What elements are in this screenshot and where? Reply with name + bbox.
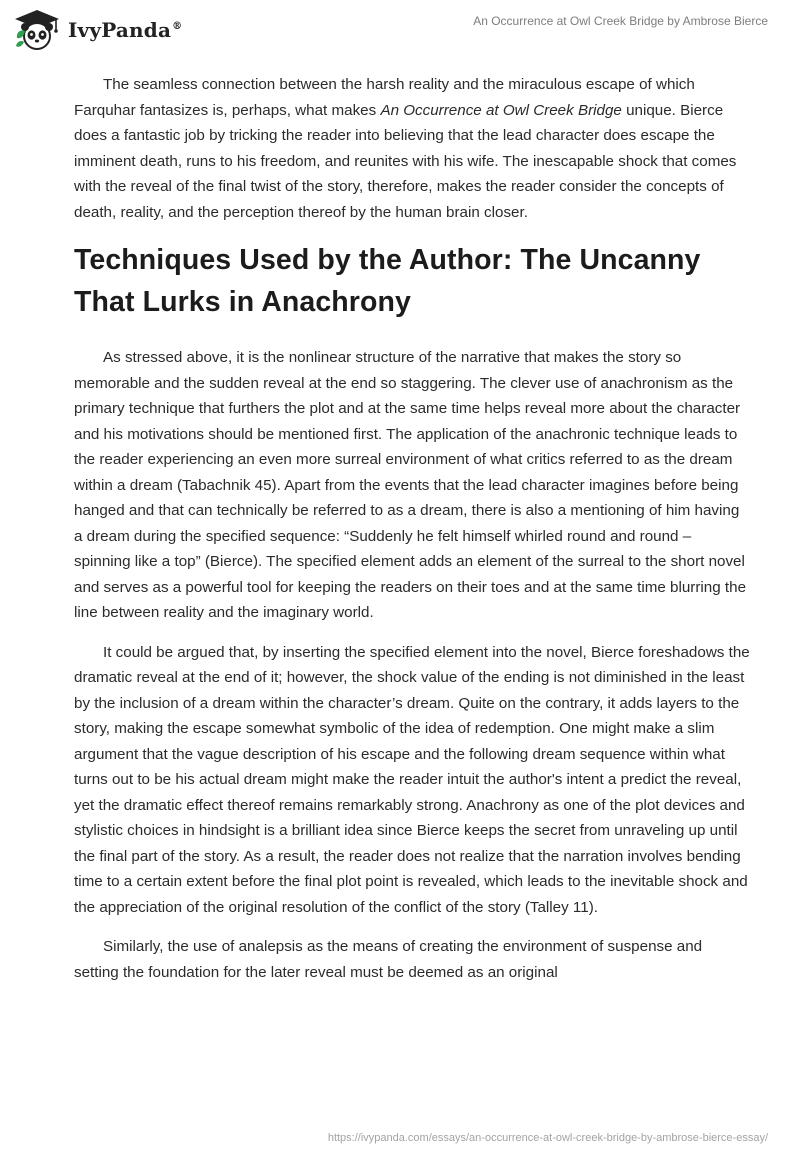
ivypanda-logo[interactable] <box>12 8 182 52</box>
paragraph-foreshadowing: It could be argued that, by inserting the specified element into the novel, Bierce foreshadows the dramatic reveal at the end of it; however, the shock value of the ending is not diminished in the least by the inclusion of a dream within the character’s dream. Quite on the contrary, it adds layers to the story, making the escape somewhat symbolic of the idea of redemption. One might make a slim argument that the vague description of his escape and the following dream sequence within what turns out to be his actual dream might make the reader intuit the author's intent a predict the reveal, yet the dramatic effect thereof remains remarkably strong. Anachrony as one of the plot devices and stylistic choices in hindsight is a brilliant idea since Bierce keeps the secret from unraveling up until the final part of the story. As a result, the reader does not realize that the narration involves bending time to a certain extent before the final plot point is revealed, which leads to the inevitable shock and the appreciation of the original resolution of the conflict of the story (Talley 11). <box>74 643 750 916</box>
registered-mark: ® <box>172 21 183 33</box>
paragraph-analepsis: Similarly, the use of analepsis as the means of creating the environment of suspense and setting the foundation for the later reveal must be deemed as an original <box>74 938 703 981</box>
source-url[interactable]: https://ivypanda.com/essays/an-occurrence-at-owl-creek-bridge-by-ambrose-bierce-essay/ <box>327 1132 768 1144</box>
page-header <box>0 0 800 60</box>
paragraph-anachronism: As stressed above, it is the nonlinear structure of the narrative that makes the story so memorable and the sudden reveal at the end so staggering. The clever use of anachronism as the primary technique that furthers the plot and at the same time helps reveal more about the character and his motivations should be mentioned first. The application of the anachronic technique leads to the reader experiencing an even more surreal environment of what critics referred to as the dream within a dream (Tabachnik 45). Apart from the events that the lead character imagines before being hanged and that can technically be referred to as a dream, there is also a mentioning of him having a dream during the specified sequence: “Suddenly he felt himself whirled round and round – spinning like a top” (Bierce). The specified element adds an element of the surreal to the short novel and serves as a powerful tool for keeping the readers on their toes and at the same time blurring the line between reality and the imaginary world. <box>74 349 747 621</box>
logo-wordmark <box>68 18 182 42</box>
story-title-italic: An Occurrence at Owl Creek Bridge <box>380 101 622 119</box>
paragraph-intro-text-a: The seamless connection between the harsh reality and the miraculous escape of which Farquhar fantasizes is, perhaps, what makes <box>74 76 695 119</box>
document-title: An Occurrence at Owl Creek Bridge by Ambrose Bierce <box>473 14 768 28</box>
logo-text: IvyPanda <box>68 18 172 42</box>
panda-graduate-icon <box>12 8 62 52</box>
section-heading: Techniques Used by the Author: The Uncanny That Lurks in Anachrony <box>74 244 701 318</box>
paragraph-intro <box>74 72 750 225</box>
essay-body <box>74 72 750 999</box>
paragraph-intro-text-b: unique. Bierce does a fantastic job by tricking the reader into believing that the lead character does escape the imminent death, runs to his freedom, and reunites with his wife. The inescapable shock that comes with the reveal of the final twist of the story, therefore, makes the reader consider the concepts of death, reality, and the perception thereof by the human brain closer. <box>74 101 737 221</box>
